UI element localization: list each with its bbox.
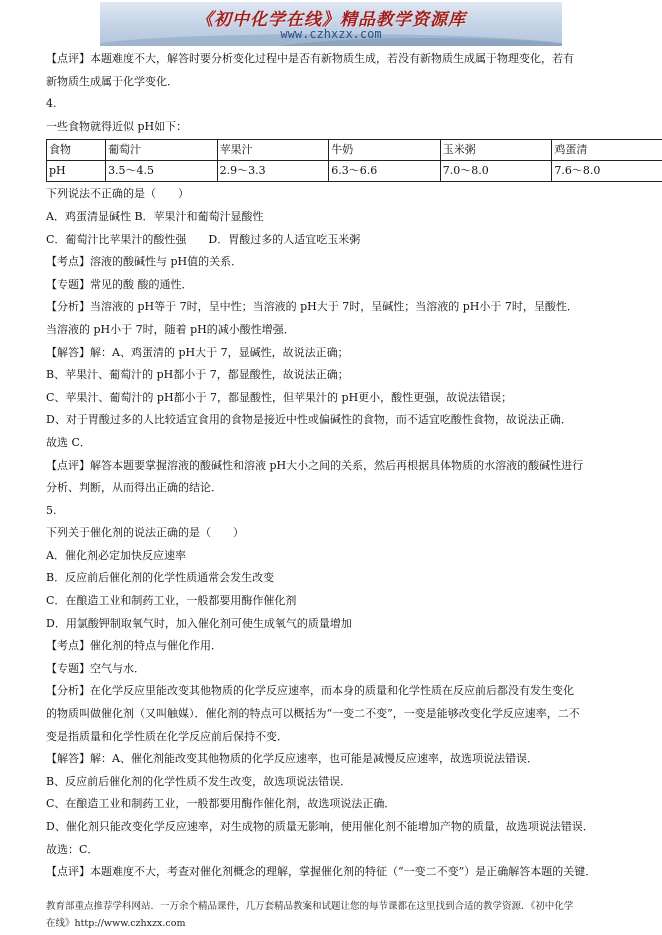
- analysis-line: 【分析】在化学反应里能改变其他物质的化学反应速率，而本身的质量和化学性质在反应前后都没有发生变化: [46, 684, 574, 698]
- question-number: 5.: [46, 503, 57, 517]
- comment-line: 【点评】本题难度不大，解答时要分析变化过程中是否有新物质生成，若没有新物质生成属于物理变化，若有: [46, 52, 574, 65]
- question-option: D．用氯酸钾制取氧气时，加入催化剂可使生成氧气的质量增加: [46, 616, 352, 630]
- answer-line: C、在酿造工业和制药工业，一般都要用酶作催化剂，故选项说法正确．: [46, 797, 396, 811]
- table-row: [47, 161, 662, 182]
- question-option: A．鸡蛋清显碱性 B．苹果汁和葡萄汁显酸性: [46, 209, 264, 223]
- comment-line: 分析、判断，从而得出正确的结论．: [46, 481, 222, 495]
- knowledge-point: 【考点】溶液的酸碱性与 pH值的关系．: [46, 255, 243, 269]
- question-option: C．在酿造工业和制药工业，一般都要用酶作催化剂: [46, 594, 297, 608]
- banner-url[interactable]: www.czhxzx.com: [280, 27, 382, 41]
- table-cell: 6.3～6.6: [329, 161, 441, 182]
- table-cell: 苹果汁: [217, 140, 329, 161]
- topic: 【专题】空气与水．: [46, 661, 145, 675]
- table-cell: pH: [47, 161, 106, 182]
- table-cell: 2.9～3.3: [217, 161, 329, 182]
- table-header-row: [47, 140, 662, 161]
- question-stem: 下列关于催化剂的说法正确的是（ ）: [46, 526, 244, 540]
- analysis-line: 【分析】当溶液的 pH等于 7时，呈中性；当溶液的 pH大于 7时，呈碱性；当溶液的 pH小于 7时，呈酸性．: [46, 300, 578, 314]
- page-footer: [46, 898, 616, 932]
- document-body: [46, 48, 616, 884]
- knowledge-point: 【考点】催化剂的特点与催化作用．: [46, 639, 222, 653]
- analysis-line: 的物质叫做催化剂（又叫触媒）．催化剂的特点可以概括为“一变二不变”，一变是能够改变化学反应速率，二不: [46, 707, 580, 721]
- analysis-line: 当溶液的 pH小于 7时，随着 pH的减小酸性增强．: [46, 322, 295, 336]
- table-cell: 3.5～4.5: [106, 161, 218, 182]
- question-option: C．葡萄汁比苹果汁的酸性强 D．胃酸过多的人适宜吃玉米粥: [46, 232, 361, 246]
- answer-line: B、苹果汁、葡萄汁的 pH都小于 7，都显酸性，故说法正确；: [46, 368, 349, 382]
- footer-line: 教育部重点推荐学科网站．一万余个精品课件，几万套精品教案和试题让您的每节课都在这里找到合适的教学资源．《初中化学: [46, 901, 574, 912]
- ph-table: [46, 139, 662, 182]
- answer-line: 【解答】解：A、鸡蛋清的 pH大于 7，显碱性，故说法正确；: [46, 345, 349, 359]
- answer-line: B、反应前后催化剂的化学性质不发生改变，故选项说法错误．: [46, 774, 352, 788]
- answer-line: 故选：C．: [46, 842, 99, 856]
- question-intro: 一些食物就得近似 pH如下：: [46, 119, 188, 133]
- table-cell: 牛奶: [329, 140, 441, 161]
- answer-line: 【解答】解：A、催化剂能改变其他物质的化学反应速率，也可能是减慢反应速率，故选项说法错误．: [46, 752, 538, 766]
- table-cell: 7.0～8.0: [440, 161, 552, 182]
- table-cell: 食物: [47, 140, 106, 161]
- answer-line: D、对于胃酸过多的人比较适宜食用的食物是接近中性或偏碱性的食物，而不适宜吃酸性食物，故说法正确．: [46, 413, 572, 427]
- analysis-line: 变是指质量和化学性质在化学反应前后保持不变．: [46, 729, 288, 743]
- header-banner: [100, 2, 562, 46]
- comment-line: 【点评】解答本题要掌握溶液的酸碱性和溶液 pH大小之间的关系，然后再根据具体物质的水溶液的酸碱性进行: [46, 458, 584, 472]
- answer-line: D、催化剂只能改变化学反应速率，对生成物的质量无影响，使用催化剂不能增加产物的质量，故选项说法错误．: [46, 820, 594, 833]
- comment-line: 新物质生成属于化学变化．: [46, 74, 178, 88]
- banner-title: 《初中化学在线》精品教学资源库: [196, 10, 466, 30]
- answer-line: 故选 C．: [46, 435, 91, 449]
- table-cell: 玉米粥: [440, 140, 552, 161]
- table-cell: 鸡蛋清: [552, 140, 662, 161]
- footer-link[interactable]: 在线》http://www.czhxzx.com: [46, 918, 186, 929]
- answer-line: C、苹果汁、葡萄汁的 pH都小于 7，都显酸性，但苹果汁的 pH更小，酸性更强，故说法错误；: [46, 390, 513, 404]
- question-number: 4.: [46, 97, 57, 111]
- question-stem: 下列说法不正确的是（ ）: [46, 187, 189, 201]
- question-option: B．反应前后催化剂的化学性质通常会发生改变: [46, 571, 275, 585]
- topic: 【专题】常见的酸 酸的通性．: [46, 277, 193, 291]
- question-option: A．催化剂必定加快反应速率: [46, 548, 186, 562]
- comment-line: 【点评】本题难度不大，考查对催化剂概念的理解，掌握催化剂的特征（“一变二不变”）是正确解答本题的关键．: [46, 865, 597, 879]
- table-cell: 葡萄汁: [106, 140, 218, 161]
- table-cell: 7.6～8.0: [552, 161, 662, 182]
